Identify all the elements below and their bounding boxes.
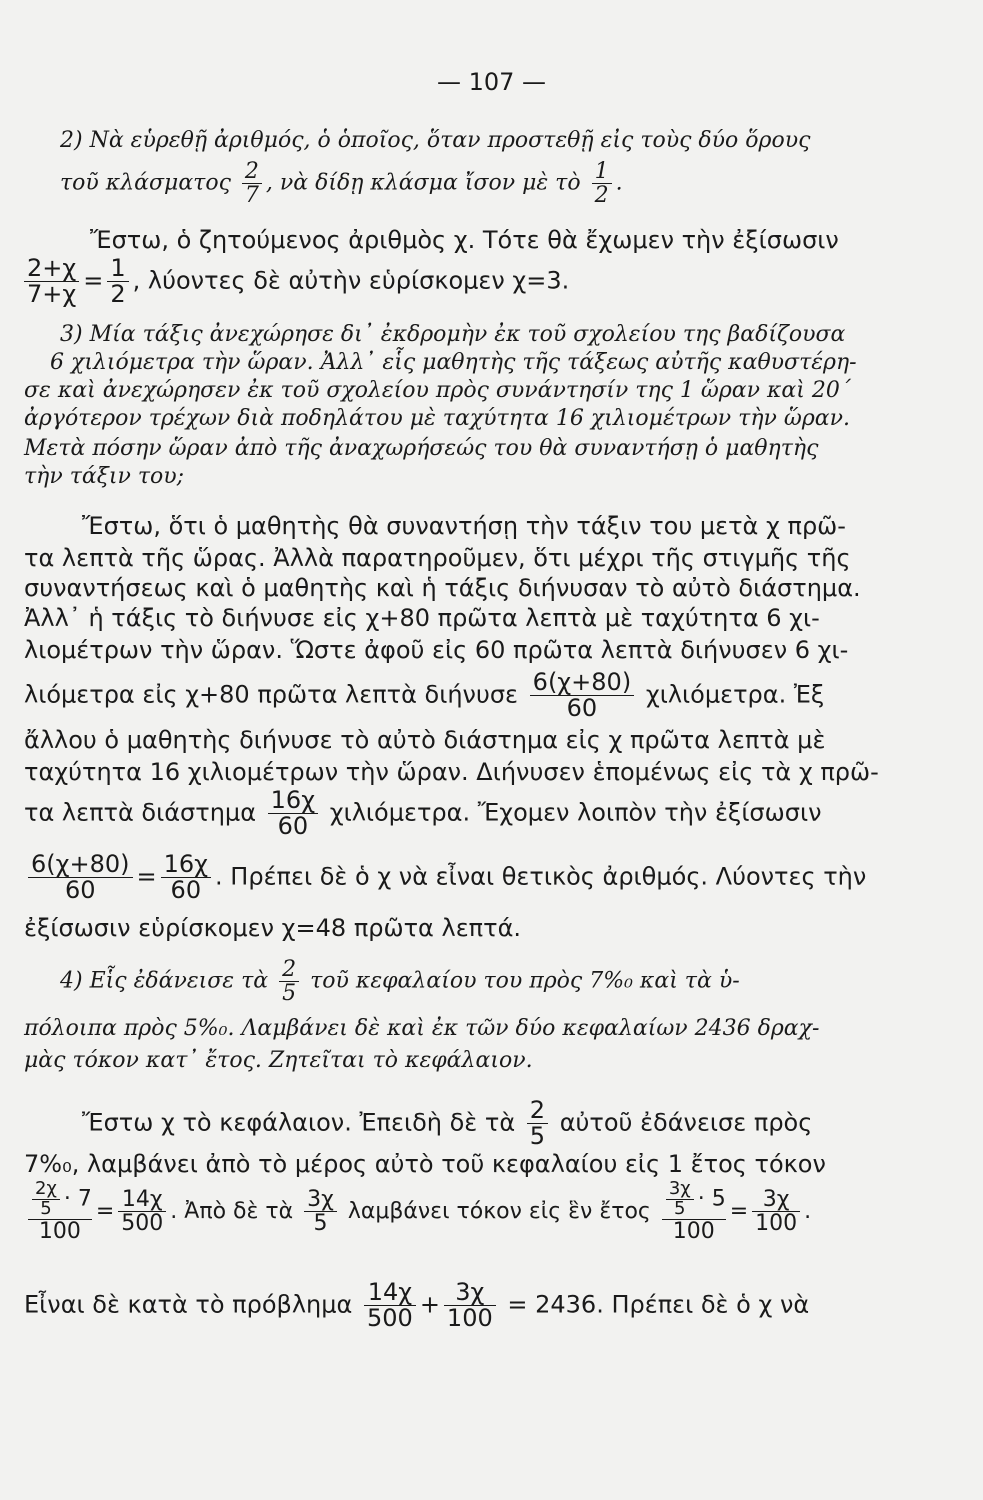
numerator: 1 <box>110 254 126 282</box>
problem-4-solution-1 <box>82 1098 983 1149</box>
denominator: 60 <box>161 877 211 903</box>
fraction-1-2 <box>592 160 612 207</box>
text: . <box>615 170 623 196</box>
denominator: 100 <box>28 1219 92 1244</box>
text: , νὰ δίδῃ κλάσμα ἴσον μὲ τὸ <box>265 170 581 196</box>
multiplier: · 7 <box>63 1186 92 1212</box>
numerator <box>28 1180 92 1219</box>
problem-4-final-equation <box>24 1280 983 1331</box>
problem-2-line-1: 2) Νὰ εὑρεθῇ ἀριθμός, ὁ ὁποῖος, ὅταν προστεθῇ εἰς τοὺς δύο ὅρους <box>60 128 811 153</box>
numerator: 3χ <box>668 1178 691 1199</box>
fraction-3x-100 <box>752 1188 800 1235</box>
text: . Πρέπει δὲ ὁ χ νὰ εἶναι θετικὸς ἀριθμός. Λύοντες τὴν <box>215 862 867 891</box>
problem-3-line-6: τὴν τάξιν του; <box>24 464 185 489</box>
text: λιόμετρα εἰς χ+80 πρῶτα λεπτὰ διήνυσε <box>24 680 519 709</box>
text: χιλιόμετρα. Ἔχομεν λοιπὸν τὴν ἐξίσωσιν <box>329 798 822 827</box>
text: Ἔστω χ τὸ κεφάλαιον. Ἐπειδὴ δὲ τὰ <box>82 1108 516 1137</box>
denominator: 500 <box>364 1305 416 1331</box>
equals: = <box>83 266 104 295</box>
numerator: 2+χ <box>27 254 77 282</box>
equals: = <box>729 1198 749 1224</box>
multiplier: · 5 <box>697 1186 726 1212</box>
problem-4-line-1 <box>60 958 983 1005</box>
denominator: 100 <box>662 1219 726 1244</box>
numerator: 2χ <box>35 1178 57 1199</box>
text: λαμβάνει τόκον εἰς ἓν ἔτος <box>347 1198 651 1224</box>
fraction-lhs <box>28 852 133 903</box>
problem-4-calculation <box>24 1180 983 1244</box>
problem-3-line-3: σε καὶ ἀνεχώρησεν ἐκ τοῦ σχολείου πρὸς συνάντησίν της 1 ὥραν καὶ 20΄ <box>24 378 851 403</box>
numerator: 14χ <box>367 1278 413 1306</box>
numerator: 1 <box>594 159 609 184</box>
problem-3-line-1: 3) Μία τάξις ἀνεχώρησε δι᾽ ἐκδρομὴν ἐκ τοῦ σχολείου της βαδίζουσα <box>60 322 846 347</box>
fraction-2-5 <box>527 1098 548 1149</box>
problem-4-line-3: μὰς τόκον κατ᾽ ἔτος. Ζητεῖται τὸ κεφάλαιον. <box>24 1048 533 1073</box>
text: 4) Εἷς ἐδάνεισε τὰ <box>60 968 269 994</box>
problem-3-solution-9 <box>24 788 983 839</box>
equals: = <box>136 862 157 891</box>
fraction-2-7 <box>242 160 262 207</box>
inner-fraction <box>32 1180 60 1219</box>
text: = 2436. Πρέπει δὲ ὁ χ νὰ <box>507 1290 810 1319</box>
numerator: 14χ <box>121 1187 163 1213</box>
problem-3-solution-7: ἄλλου ὁ μαθητὴς διήνυσε τὸ αὐτὸ διάστημα εἰς χ πρῶτα λεπτὰ μὲ <box>24 726 826 754</box>
problem-3-line-4: ἀργότερον τρέχων διὰ ποδηλάτου μὲ ταχύτητα 16 χιλιομέτρων τὴν ὥραν. <box>24 406 850 431</box>
numerator: 2 <box>529 1096 546 1124</box>
problem-3-line-2: 6 χιλιόμετρα τὴν ὥραν. Ἀλλ᾽ εἷς μαθητὴς τῆς τάξεως αὐτῆς καθυστέρη- <box>50 350 857 375</box>
problem-3-solution-4: Ἀλλ᾽ ἡ τάξις τὸ διήνυσε εἰς χ+80 πρῶτα λεπτὰ μὲ ταχύτητα 6 χι- <box>24 604 820 632</box>
problem-3-solution-10: ἐξίσωσιν εὑρίσκομεν χ=48 πρῶτα λεπτά. <box>24 914 522 942</box>
text: . Ἀπὸ δὲ τὰ <box>170 1198 294 1224</box>
numerator: 3χ <box>455 1278 485 1306</box>
numerator: 16χ <box>270 786 316 814</box>
denominator: 7+χ <box>24 281 79 307</box>
problem-3-solution-2: τα λεπτὰ τῆς ὥρας. Ἀλλὰ παρατηροῦμεν, ὅτι μέχρι τῆς στιγμῆς τῆς <box>24 544 851 572</box>
denominator: 100 <box>752 1211 800 1235</box>
numerator: 3χ <box>307 1187 334 1213</box>
denominator: 2 <box>107 281 128 307</box>
plus: + <box>419 1290 440 1319</box>
denominator: 500 <box>118 1211 166 1235</box>
denominator: 5 <box>666 1199 694 1219</box>
denominator: 100 <box>444 1305 496 1331</box>
problem-3-equation <box>24 852 983 903</box>
compound-fraction-2 <box>662 1180 726 1244</box>
numerator: 3χ <box>762 1187 790 1213</box>
problem-3-line-5: Μετὰ πόσην ὥραν ἀπὸ τῆς ἀναχωρήσεώς του θὰ συναντήσῃ ὁ μαθητὴς <box>24 436 819 461</box>
text: . <box>804 1198 812 1224</box>
numerator: 2 <box>282 957 297 982</box>
problem-3-solution-5: λιομέτρων τὴν ὥραν. Ὥστε ἀφοῦ εἰς 60 πρῶτα λεπτὰ διήνυσεν 6 χι- <box>24 636 849 664</box>
denominator: 5 <box>32 1199 60 1219</box>
denominator: 5 <box>279 981 299 1005</box>
fraction-3x-100 <box>444 1280 496 1331</box>
problem-3-solution-1: Ἔστω, ὅτι ὁ μαθητὴς θὰ συναντήσῃ τὴν τάξιν του μετὰ χ πρῶ- <box>82 512 846 540</box>
text: τοῦ κλάσματος <box>60 170 231 196</box>
problem-2-equation <box>20 256 983 307</box>
fraction-16x-60 <box>268 788 318 839</box>
denominator: 2 <box>592 183 612 207</box>
problem-4-solution-2: 7%₀, λαμβάνει ἀπὸ τὸ μέρος αὐτὸ τοῦ κεφαλαίου εἰς 1 ἔτος τόκον <box>24 1150 826 1178</box>
equals: = <box>95 1198 115 1224</box>
denominator: 60 <box>28 877 133 903</box>
page-number: — 107 — <box>436 68 547 96</box>
text: Εἶναι δὲ κατὰ τὸ πρόβλημα <box>24 1290 353 1319</box>
denominator: 60 <box>268 813 318 839</box>
fraction-distance <box>530 670 635 721</box>
fraction-14x-500 <box>118 1188 166 1235</box>
fraction-14x-500 <box>364 1280 416 1331</box>
numerator: 6(χ+80) <box>532 668 632 696</box>
compound-fraction-1 <box>28 1180 92 1244</box>
problem-3-solution-3: συναντήσεως καὶ ὁ μαθητὴς καὶ ἡ τάξις διήνυσαν τὸ αὐτὸ διάστημα. <box>24 574 861 602</box>
fraction-rhs <box>107 256 128 307</box>
problem-2-solution-1: Ἔστω, ὁ ζητούμενος ἀριθμὸς χ. Τότε θὰ ἔχωμεν τὴν ἐξίσωσιν <box>90 226 839 254</box>
numerator: 16χ <box>163 850 209 878</box>
fraction-3x-5 <box>304 1188 337 1235</box>
problem-4-line-2: πόλοιπα πρὸς 5%₀. Λαμβάνει δὲ καὶ ἐκ τῶν δύο κεφαλαίων 2436 δραχ- <box>24 1016 820 1041</box>
fraction-lhs <box>24 256 79 307</box>
problem-2-line-2 <box>60 160 983 207</box>
denominator: 5 <box>304 1211 337 1235</box>
text: , λύοντες δὲ αὐτὴν εὑρίσκομεν χ=3. <box>132 266 570 295</box>
denominator: 5 <box>527 1123 548 1149</box>
denominator: 60 <box>530 695 635 721</box>
fraction-rhs <box>161 852 211 903</box>
text: τοῦ κεφαλαίου του πρὸς 7%₀ καὶ τὰ ὑ- <box>310 968 740 994</box>
numerator <box>662 1180 726 1219</box>
fraction-2-5 <box>279 958 299 1005</box>
problem-3-solution-6 <box>24 670 983 721</box>
denominator: 7 <box>242 183 262 207</box>
text: χιλιόμετρα. Ἐξ <box>645 680 825 709</box>
text: αὐτοῦ ἐδάνεισε πρὸς <box>559 1108 813 1137</box>
numerator: 6(χ+80) <box>31 850 130 878</box>
problem-3-solution-8: ταχύτητα 16 χιλιομέτρων τὴν ὥραν. Διήνυσεν ἑπομένως εἰς τὰ χ πρῶ- <box>24 758 879 786</box>
numerator: 2 <box>244 159 259 184</box>
text: τα λεπτὰ διάστημα <box>24 798 257 827</box>
inner-fraction <box>666 1180 694 1219</box>
